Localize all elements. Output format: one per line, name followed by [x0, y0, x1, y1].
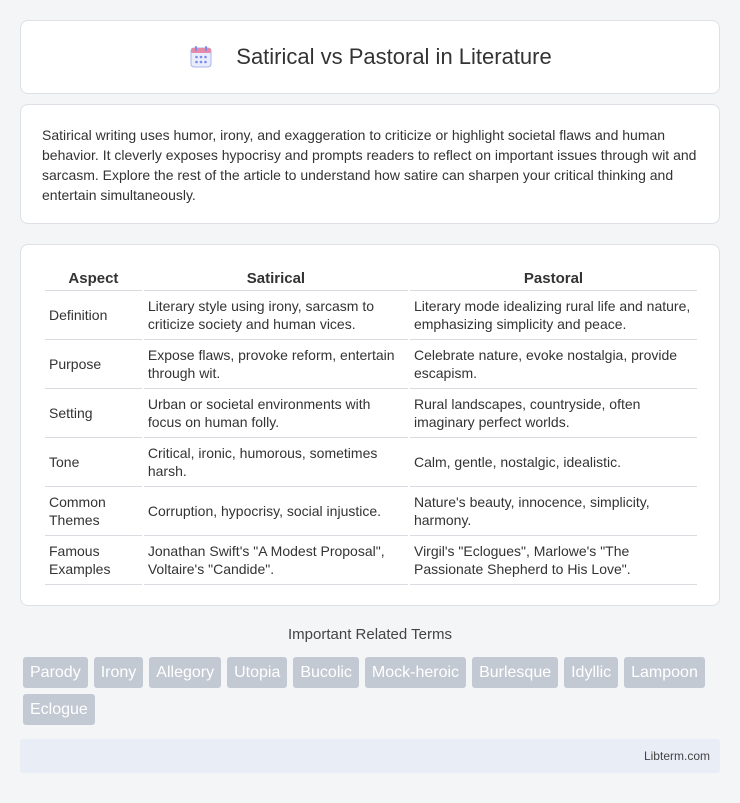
row-satirical: Urban or societal environments with focus on human folly.	[144, 389, 408, 438]
table-row	[45, 340, 697, 389]
tag-burlesque[interactable]: Burlesque	[472, 657, 558, 688]
tag-allegory[interactable]: Allegory	[149, 657, 221, 688]
header-satirical: Satirical	[144, 265, 408, 291]
row-aspect: Definition	[45, 291, 142, 340]
row-pastoral: Calm, gentle, nostalgic, idealistic.	[410, 438, 697, 487]
table-row	[45, 438, 697, 487]
table-row	[45, 291, 697, 340]
header-card	[20, 20, 720, 94]
tag-bucolic[interactable]: Bucolic	[293, 657, 359, 688]
tag-mock-heroic[interactable]: Mock-heroic	[365, 657, 466, 688]
row-aspect: Tone	[45, 438, 142, 487]
row-aspect: Common Themes	[45, 487, 142, 536]
row-satirical: Jonathan Swift's "A Modest Proposal", Voltaire's "Candide".	[144, 536, 408, 585]
page-title: Satirical vs Pastoral in Literature	[236, 44, 552, 69]
row-satirical: Critical, ironic, humorous, sometimes harsh.	[144, 438, 408, 487]
row-satirical: Expose flaws, provoke reform, entertain through wit.	[144, 340, 408, 389]
header-aspect: Aspect	[45, 265, 142, 291]
tag-parody[interactable]: Parody	[23, 657, 88, 688]
related-terms-title: Important Related Terms	[288, 626, 452, 643]
header-pastoral: Pastoral	[410, 265, 697, 291]
tag-lampoon[interactable]: Lampoon	[624, 657, 705, 688]
row-satirical: Literary style using irony, sarcasm to criticize society and human vices.	[144, 291, 408, 340]
row-pastoral: Nature's beauty, innocence, simplicity, harmony.	[410, 487, 697, 536]
row-pastoral: Literary mode idealizing rural life and nature, emphasizing simplicity and peace.	[410, 291, 697, 340]
tag-idyllic[interactable]: Idyllic	[564, 657, 618, 688]
calendar-icon	[188, 44, 214, 70]
row-pastoral: Rural landscapes, countryside, often imaginary perfect worlds.	[410, 389, 697, 438]
table-header-row	[45, 265, 697, 291]
table-row	[45, 487, 697, 536]
intro-card	[20, 104, 720, 224]
comparison-table	[43, 265, 699, 585]
row-pastoral: Celebrate nature, evoke nostalgia, provide escapism.	[410, 340, 697, 389]
footer	[20, 739, 720, 773]
related-terms-tags	[23, 657, 723, 731]
row-aspect: Setting	[45, 389, 142, 438]
tag-eclogue[interactable]: Eclogue	[23, 694, 95, 725]
row-satirical: Corruption, hypocrisy, social injustice.	[144, 487, 408, 536]
row-aspect: Purpose	[45, 340, 142, 389]
table-row	[45, 536, 697, 585]
row-aspect: Famous Examples	[45, 536, 142, 585]
tag-utopia[interactable]: Utopia	[227, 657, 287, 688]
tag-irony[interactable]: Irony	[94, 657, 144, 688]
comparison-table-card	[20, 244, 720, 606]
intro-paragraph: Satirical writing uses humor, irony, and exaggeration to criticize or highlight societal flaws and human behavior. It cleverly exposes hypocrisy and prompts readers to reflect on important issues through wit and sarcasm. Explore the rest of the article to understand how satire can sharpen your critical thinking and entertain simultaneously.	[42, 127, 697, 203]
row-pastoral: Virgil's "Eclogues", Marlowe's "The Passionate Shepherd to His Love".	[410, 536, 697, 585]
table-row	[45, 389, 697, 438]
footer-site-link[interactable]: Libterm.com	[643, 749, 710, 763]
